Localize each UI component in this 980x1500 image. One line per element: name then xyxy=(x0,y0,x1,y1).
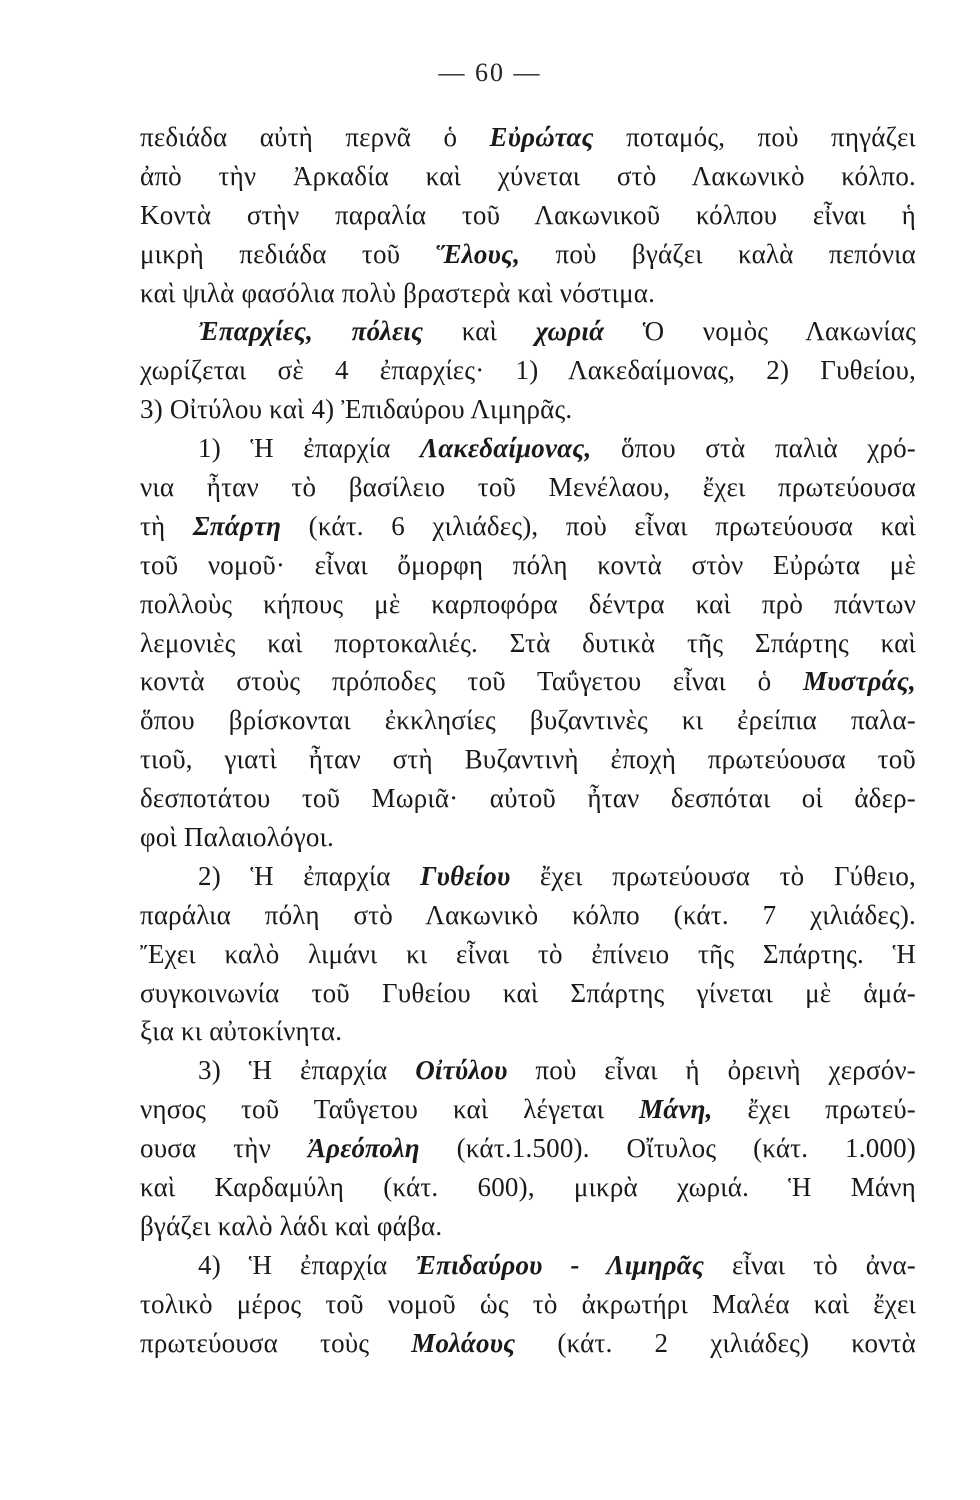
text-segment: ποὺ βγάζει καλὰ πεπόνια xyxy=(520,238,916,269)
text-segment: λεμονιὲς καὶ πορτοκαλιές. Στὰ δυτικὰ τῆς Σπάρτης καὶ xyxy=(140,627,916,658)
text-segment: 1) Ἡ ἐπαρχία xyxy=(198,433,421,464)
body-text xyxy=(140,118,916,1363)
text-segment: Ἔχει καλὸ λιμάνι κι εἶναι τὸ ἐπίνειο τῆς Σπάρτης. Ἡ xyxy=(140,938,916,969)
text-segment: κοντὰ στοὺς πρόποδες τοῦ Ταΰγετου εἶναι ὁ xyxy=(140,666,803,697)
text-line xyxy=(140,390,916,429)
text-line xyxy=(140,1207,916,1246)
text-segment: πολλοὺς κήπους μὲ καρποφόρα δέντρα καὶ πρὸ πάντων xyxy=(140,588,916,619)
text-segment: ἔχει πρωτεύουσα τὸ Γύθειο, xyxy=(510,860,916,891)
text-segment: Κοντὰ στὴν παραλία τοῦ Λακωνικοῦ κόλπου εἶναι ἡ xyxy=(140,199,916,230)
text-line xyxy=(140,157,916,196)
text-segment: χωρίζεται σὲ 4 ἐπαρχίες· 1) Λακεδαίμονας, 2) Γυθείου, xyxy=(140,355,916,386)
text-segment: εἶναι τὸ ἀνα- xyxy=(704,1249,916,1280)
page-number: — 60 — xyxy=(438,58,542,87)
text-line xyxy=(140,351,916,390)
text-segment: τολικὸ μέρος τοῦ νομοῦ ὡς τὸ ἀκρωτήρι Μαλέα καὶ ἔχει xyxy=(140,1288,916,1319)
bold-term: Εὐρώτας xyxy=(489,122,594,152)
bold-term: Μυστράς, xyxy=(802,666,916,697)
text-segment: 4) Ἡ ἐπαρχία xyxy=(198,1249,416,1280)
text-line xyxy=(140,274,916,313)
text-segment: ποὺ εἶναι ἡ ὀρεινὴ χερσόν- xyxy=(507,1055,916,1086)
text-line xyxy=(140,312,916,351)
text-segment: (κάτ. 6 χιλιάδες), ποὺ εἶναι πρωτεύουσα καὶ xyxy=(281,510,916,541)
text-segment: μικρὴ πεδιάδα τοῦ xyxy=(140,238,436,269)
text-segment: συγκοινωνία τοῦ Γυθείου καὶ Σπάρτης γίνεται μὲ ἁμά- xyxy=(140,977,916,1008)
bold-term: Ἐπαρχίες, πόλεις xyxy=(198,316,424,347)
text-line xyxy=(140,235,916,274)
text-line xyxy=(140,1129,916,1168)
text-segment: δεσποτάτου τοῦ Μωριᾶ· αὐτοῦ ἦταν δεσπόται οἱ ἀδερ- xyxy=(140,783,916,814)
text-line xyxy=(140,1012,916,1051)
text-segment: ἔχει πρωτεύ- xyxy=(712,1094,916,1125)
text-segment: 2) Ἡ ἐπαρχία xyxy=(198,860,421,891)
bold-term: Γυθείου xyxy=(420,860,511,891)
text-line xyxy=(140,1285,916,1324)
text-segment: ἀπὸ τὴν Ἀρκαδία καὶ χύνεται στὸ Λακωνικὸ κόλπο. xyxy=(140,160,916,191)
text-segment: ουσα τὴν xyxy=(140,1133,308,1164)
text-line xyxy=(140,468,916,507)
text-segment: καὶ xyxy=(423,316,536,347)
text-line xyxy=(140,1051,916,1090)
text-line xyxy=(140,1090,916,1129)
text-segment: νια ἦταν τὸ βασίλειο τοῦ Μενέλαου, ἔχει πρωτεύουσα xyxy=(140,472,916,503)
text-segment: 3) Ἡ ἐπαρχία xyxy=(198,1055,416,1086)
text-line xyxy=(140,507,916,546)
bold-term: χωριά xyxy=(535,316,605,347)
text-line xyxy=(140,935,916,974)
text-segment: τὴ xyxy=(140,510,193,541)
text-segment: καὶ Καρδαμύλη (κάτ. 600), μικρὰ χωριά. Ἡ Μάνη xyxy=(140,1172,916,1203)
text-segment: πεδιάδα αὐτὴ περνᾶ ὁ xyxy=(140,122,490,152)
bold-term: Ἕλους, xyxy=(435,238,521,269)
text-segment: ποταμός, ποὺ πηγάζει xyxy=(593,122,916,152)
text-segment: καὶ ψιλὰ φασόλια πολὺ βραστερὰ καὶ νόστιμα. xyxy=(140,277,656,308)
text-line xyxy=(140,740,916,779)
text-line xyxy=(140,662,916,701)
text-line xyxy=(140,1324,916,1363)
text-segment: τοῦ νομοῦ· εἶναι ὄμορφη πόλη κοντὰ στὸν Εὐρώτα μὲ xyxy=(140,549,916,580)
text-line xyxy=(140,1168,916,1207)
text-line xyxy=(140,818,916,857)
text-segment: φοὶ Παλαιολόγοι. xyxy=(140,822,334,853)
text-line xyxy=(140,585,916,624)
text-line xyxy=(140,624,916,663)
bold-term: Ἀρεόπολη xyxy=(307,1133,420,1164)
bold-term: Λακεδαίμονας, xyxy=(420,433,592,464)
text-line xyxy=(140,701,916,740)
text-segment: νησος τοῦ Ταΰγετου καὶ λέγεται xyxy=(140,1094,640,1125)
text-segment: βγάζει καλὸ λάδι καὶ φάβα. xyxy=(140,1210,443,1241)
text-line xyxy=(140,546,916,585)
text-segment: 3) Οἰτύλου καὶ 4) Ἐπιδαύρου Λιμηρᾶς. xyxy=(140,394,573,425)
bold-term: Μάνη, xyxy=(639,1094,713,1125)
text-segment: (κάτ. 2 χιλιάδες) κοντὰ xyxy=(515,1327,916,1358)
text-segment: ξια κι αὐτοκίνητα. xyxy=(140,1016,343,1047)
text-line xyxy=(140,196,916,235)
text-line xyxy=(140,974,916,1013)
text-line xyxy=(140,896,916,935)
text-line xyxy=(140,1246,916,1285)
text-line xyxy=(140,118,916,157)
text-line xyxy=(140,857,916,896)
bold-term: Μολάους xyxy=(411,1327,516,1358)
bold-term: Ἐπιδαύρου - Λιμηρᾶς xyxy=(415,1249,705,1280)
bold-term: Σπάρτη xyxy=(192,510,282,541)
text-segment: Ὁ νομὸς Λακωνίας xyxy=(604,316,916,347)
text-segment: (κάτ.1.500). Οἴτυλος (κάτ. 1.000) xyxy=(419,1133,916,1164)
text-segment: ὅπου στὰ παλιὰ χρό- xyxy=(591,433,916,464)
text-segment: πρωτεύουσα τοὺς xyxy=(140,1327,412,1358)
text-line xyxy=(140,779,916,818)
bold-term: Οἰτύλου xyxy=(415,1055,508,1086)
text-segment: παράλια πόλη στὸ Λακωνικὸ κόλπο (κάτ. 7 χιλιάδες). xyxy=(140,899,916,930)
text-segment: ὅπου βρίσκονται ἐκκλησίες βυζαντινὲς κι ἐρείπια παλα- xyxy=(140,705,916,736)
text-segment: τιοῦ, γιατὶ ἦταν στὴ Βυζαντινὴ ἐποχὴ πρωτεύουσα τοῦ xyxy=(140,744,916,775)
text-line xyxy=(140,429,916,468)
